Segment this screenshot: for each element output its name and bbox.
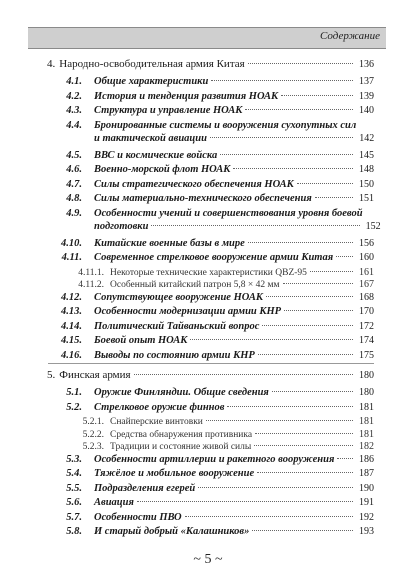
leader-dots — [336, 256, 353, 257]
page-number: 181 — [359, 416, 374, 427]
entry-title-line1: Особенности учений и совершенствования уровня боевой — [94, 208, 363, 219]
leader-dots — [252, 530, 353, 531]
toc-entry-5-6[interactable] — [48, 496, 374, 509]
entry-title: Особенности артиллерии и ракетного вооружения — [94, 454, 335, 465]
leader-dots — [262, 325, 353, 326]
entry-title: Особенности модернизации армии КНР — [94, 306, 282, 317]
entry-title: Военно-морской флот НОАК — [94, 164, 231, 175]
leader-dots — [210, 137, 353, 138]
toc-entry-5-7[interactable] — [48, 511, 374, 524]
leader-dots — [248, 63, 353, 64]
toc-entry-5-5[interactable] — [48, 482, 374, 495]
leader-dots — [220, 154, 353, 155]
page-number: 180 — [359, 370, 374, 381]
toc-entry-4-14[interactable] — [48, 320, 374, 333]
entry-title: Силы материально-технического обеспечения — [94, 193, 312, 204]
entry-number: 5.6. — [66, 497, 82, 508]
leader-dots — [248, 242, 353, 243]
entry-number: 5.2. — [66, 402, 82, 413]
entry-number: 5.5. — [66, 483, 82, 494]
page-number: 190 — [359, 483, 374, 494]
leader-dots — [190, 339, 353, 340]
toc-entry-4-4[interactable] — [48, 119, 374, 145]
leader-dots — [206, 420, 353, 421]
entry-title: Снайперские винтовки — [110, 417, 203, 427]
page-number: 174 — [359, 335, 374, 346]
page-header-bar — [28, 27, 386, 49]
leader-dots — [272, 391, 353, 392]
leader-dots — [297, 183, 353, 184]
leader-dots — [315, 197, 353, 198]
toc-chapter-5[interactable] — [47, 369, 374, 382]
toc-entry-4-16[interactable] — [48, 349, 374, 362]
page-number: 192 — [359, 512, 374, 523]
entry-number: 4.2. — [66, 91, 82, 102]
entry-number: 4.11. — [61, 252, 82, 263]
entry-number: 4.1. — [66, 76, 82, 87]
toc-entry-4-7[interactable] — [48, 178, 374, 191]
entry-number: 4.11.2. — [78, 280, 104, 290]
page-number: 181 — [359, 429, 374, 440]
leader-dots — [227, 406, 353, 407]
entry-number: 5.4. — [66, 468, 82, 479]
entry-number: 5.8. — [66, 526, 82, 537]
leader-dots — [151, 225, 359, 226]
toc-chapter-4[interactable] — [47, 58, 374, 71]
page-number: 150 — [359, 179, 374, 190]
page-number: 140 — [359, 105, 374, 116]
entry-number: 4.5. — [66, 150, 82, 161]
entry-number: 4.9. — [66, 208, 82, 219]
page-number: 148 — [359, 164, 374, 175]
entry-number: 5.7. — [66, 512, 82, 523]
entry-number: 4.15. — [61, 335, 82, 346]
entry-title: ВВС и космические войска — [94, 150, 218, 161]
leader-dots — [255, 433, 353, 434]
toc-entry-4-13[interactable] — [48, 305, 374, 318]
leader-dots — [134, 374, 353, 375]
toc-entry-4-12[interactable] — [48, 291, 374, 304]
page-number: 172 — [359, 321, 374, 332]
toc-entry-4-11-2[interactable] — [48, 278, 374, 292]
entry-title: Китайские военные базы в мире — [94, 238, 245, 249]
page-number: 152 — [365, 221, 381, 232]
leader-dots — [185, 516, 353, 517]
entry-title: Особенный китайский патрон 5,8 × 42 мм — [110, 280, 280, 290]
entry-title: Общие характеристики — [94, 76, 209, 87]
page-number: 180 — [359, 387, 374, 398]
entry-number: 4.4. — [66, 120, 82, 131]
entry-title: Традиции и состояние живой силы — [110, 442, 252, 452]
toc-entry-5-4[interactable] — [48, 467, 374, 480]
toc-entry-5-2[interactable] — [48, 401, 374, 414]
page-number: 136 — [359, 59, 374, 70]
page-number: 137 — [359, 76, 374, 87]
toc-entry-4-2[interactable] — [48, 90, 374, 103]
page-number: 156 — [359, 238, 374, 249]
toc-entry-5-2-3[interactable] — [48, 440, 374, 454]
entry-number: 5.2.3. — [82, 442, 104, 452]
entry-number: 4.10. — [61, 238, 82, 249]
toc-entry-4-10[interactable] — [48, 237, 374, 250]
page-number: 191 — [359, 497, 374, 508]
page-header-title: Содержание — [319, 30, 380, 42]
chapter-title: Финская армия — [59, 369, 131, 381]
entry-title: Особенности ПВО — [94, 512, 182, 523]
entry-title: Боевой опыт НОАК — [94, 335, 188, 346]
divider — [48, 363, 374, 364]
leader-dots — [337, 458, 353, 459]
leader-dots — [257, 472, 353, 473]
leader-dots — [245, 109, 353, 110]
entry-title: Некоторые технические характеристики QBZ-95 — [110, 268, 307, 278]
leader-dots — [281, 95, 353, 96]
toc-entry-4-1[interactable] — [48, 75, 374, 88]
chapter-number: 5. — [47, 369, 56, 381]
entry-title: Силы стратегического обеспечения НОАК — [94, 179, 294, 190]
entry-title-line1: Бронированные системы и вооружения сухопутных сил — [94, 120, 357, 131]
leader-dots — [310, 271, 353, 272]
entry-number: 4.14. — [61, 321, 82, 332]
entry-number: 5.1. — [66, 387, 82, 398]
page-number: 161 — [359, 267, 374, 278]
entry-title: Оружие Финляндии. Общие сведения — [94, 387, 269, 398]
entry-title: Политический Тайваньский вопрос — [94, 321, 260, 332]
page-number: 142 — [359, 133, 375, 144]
entry-title: Авиация — [94, 497, 134, 508]
page-number: 167 — [359, 279, 374, 290]
entry-title: Средства обнаружения противника — [110, 430, 253, 440]
page-number: 181 — [359, 402, 374, 413]
toc-entry-4-15[interactable] — [48, 334, 374, 347]
page-number: 187 — [359, 468, 374, 479]
toc-entry-5-8[interactable] — [48, 525, 374, 538]
toc-entry-4-3[interactable] — [48, 104, 374, 117]
entry-title: И старый добрый «Калашников» — [94, 526, 250, 537]
entry-title: Подразделения егерей — [94, 483, 196, 494]
toc-entry-5-3[interactable] — [48, 453, 374, 466]
page-number: 186 — [359, 454, 374, 465]
entry-number: 4.12. — [61, 292, 82, 303]
page-number: 193 — [359, 526, 374, 537]
entry-number: 4.11.1. — [78, 268, 104, 278]
page-number: 145 — [359, 150, 374, 161]
entry-number: 4.8. — [66, 193, 82, 204]
toc-entry-4-6[interactable] — [48, 163, 374, 176]
chapter-title: Народно-освободительная армия Китая — [59, 58, 245, 70]
leader-dots — [211, 80, 353, 81]
entry-number: 5.2.1. — [82, 417, 104, 427]
page-footer-number: ~ 5 ~ — [193, 552, 223, 567]
page-number: 151 — [359, 193, 374, 204]
leader-dots — [198, 487, 353, 488]
leader-dots — [233, 168, 353, 169]
leader-dots — [254, 445, 353, 446]
entry-title-line2: и тактической авиации — [94, 133, 207, 144]
page-number: 170 — [359, 306, 374, 317]
entry-title-line2: подготовки — [94, 221, 149, 232]
entry-title: Современное стрелковое вооружение армии Китая — [94, 252, 334, 263]
page-number: 182 — [359, 441, 374, 452]
leader-dots — [266, 296, 353, 297]
entry-title: История и тенденция развития НОАК — [94, 91, 279, 102]
entry-number: 4.7. — [66, 179, 82, 190]
leader-dots — [258, 354, 353, 355]
entry-title: Выводы по состоянию армии КНР — [94, 350, 255, 361]
entry-number: 4.13. — [61, 306, 82, 317]
leader-dots — [284, 310, 353, 311]
entry-number: 5.2.2. — [82, 430, 104, 440]
toc-entry-4-5[interactable] — [48, 149, 374, 162]
page-number: 168 — [359, 292, 374, 303]
entry-title: Структура и управление НОАК — [94, 105, 243, 116]
chapter-number: 4. — [47, 58, 56, 70]
page-number: 160 — [359, 252, 374, 263]
page-number: 139 — [359, 91, 374, 102]
entry-title: Тяжёлое и мобильное вооружение — [94, 468, 255, 479]
toc-entry-4-11[interactable] — [48, 251, 374, 264]
entry-number: 5.3. — [66, 454, 82, 465]
entry-title: Стрелковое оружие финнов — [94, 402, 225, 413]
leader-dots — [283, 283, 353, 284]
entry-number: 4.3. — [66, 105, 82, 116]
leader-dots — [137, 501, 353, 502]
toc-entry-5-1[interactable] — [48, 386, 374, 399]
toc-entry-4-8[interactable] — [48, 192, 374, 205]
entry-number: 4.6. — [66, 164, 82, 175]
entry-number: 4.16. — [61, 350, 82, 361]
page-number: 175 — [359, 350, 374, 361]
toc-entry-5-2-1[interactable] — [48, 415, 374, 429]
toc-entry-4-9[interactable] — [48, 207, 381, 233]
entry-title: Сопутствующее вооружение НОАК — [94, 292, 263, 303]
